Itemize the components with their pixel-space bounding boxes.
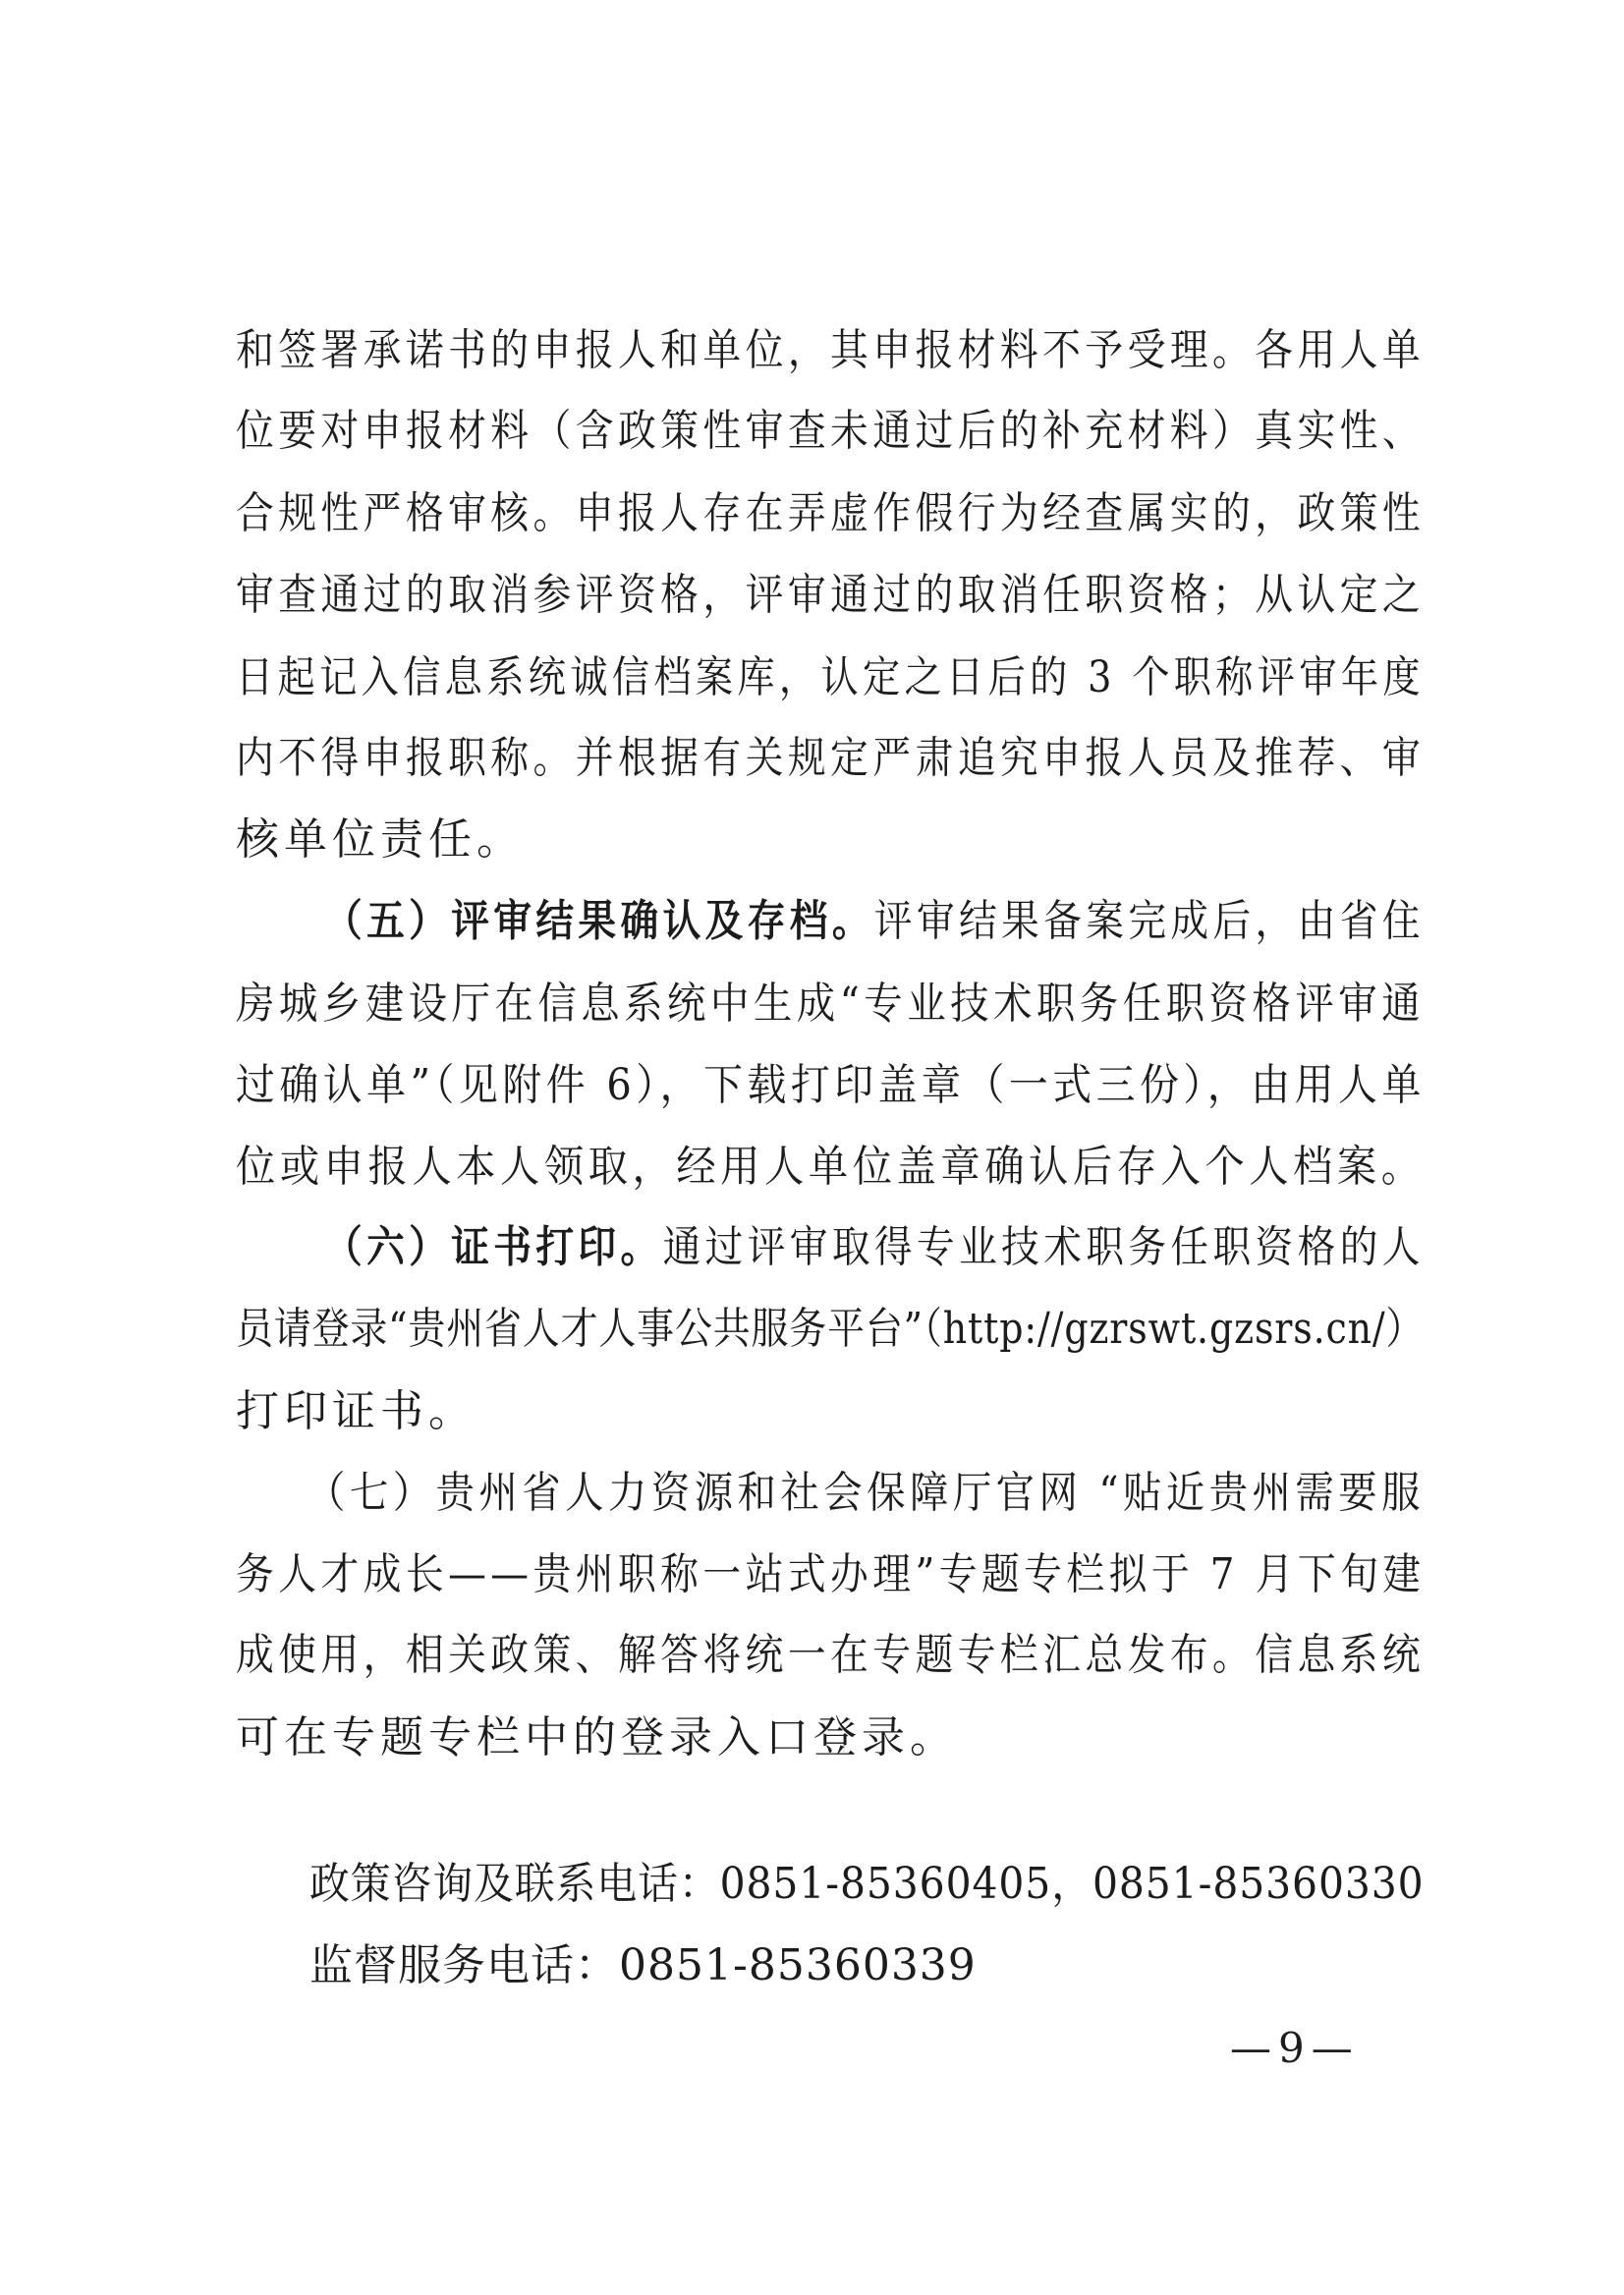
- section5-first-line: [324, 892, 1425, 951]
- body-line-6: 内不得申报职称。并根据有关规定严肃追究申报人员及推荐、审: [236, 733, 1426, 783]
- body-line-5: 日起记入信息系统诚信档案库，认定之日后的 3 个职称评审年度: [236, 652, 1425, 702]
- page-number: [1223, 2021, 1360, 2076]
- body-line-1: 和签署承诺书的申报人和单位，其申报材料不予受理。各用人单: [236, 325, 1426, 375]
- section6-heading: （六）证书打印。: [324, 1222, 663, 1272]
- section6-line-2: 员请登录“贵州省人才人事公共服务平台”（http://gzrswt.gzsrs.cn/）: [236, 1304, 1425, 1354]
- body-line-3: 合规性严格审核。申报人存在弄虚作假行为经查属实的，政策性: [236, 488, 1426, 538]
- section7-line-2: 务人才成长——贵州职称一站式办理”专题专栏拟于 7 月下旬建: [236, 1549, 1426, 1599]
- section7-line-1: （七）贵州省人力资源和社会保障厅官网 “贴近贵州需要服: [307, 1468, 1425, 1518]
- section5-line-2: 房城乡建设厅在信息系统中生成“专业技术职务任职资格评审通: [236, 979, 1426, 1029]
- section5-heading: （五）评审结果确认及存档。: [324, 896, 874, 946]
- page-number-value: 9: [1278, 2024, 1305, 2072]
- section6-first-line: [324, 1218, 1425, 1277]
- supervision-phone: 监督服务电话：0851-85360339: [309, 1940, 977, 1990]
- section6-line-3: 打印证书。: [236, 1386, 476, 1436]
- section5-first-line-text: 评审结果备案完成后，由省住: [873, 896, 1425, 946]
- body-line-7: 核单位责任。: [236, 814, 525, 865]
- policy-consult-phone: 政策咨询及联系电话：0851-85360405，0851-85360330: [309, 1859, 1425, 1909]
- page-number-dash-right: —: [1311, 2024, 1353, 2072]
- body-line-4: 审查通过的取消参评资格，评审通过的取消任职资格；从认定之: [236, 570, 1426, 620]
- body-line-2: 位要对申报材料（含政策性审查未通过后的补充材料）真实性、: [236, 406, 1426, 456]
- section6-first-line-text: 通过评审取得专业技术职务任职资格的人: [662, 1222, 1425, 1272]
- section7-line-4: 可在专题专栏中的登录入口登录。: [236, 1712, 958, 1763]
- section5-line-4: 位或申报人本人领取，经用人单位盖章确认后存入个人档案。: [236, 1142, 1426, 1192]
- page-number-dash-left: —: [1230, 2024, 1271, 2072]
- section7-line-3: 成使用，相关政策、解答将统一在专题专栏汇总发布。信息系统: [236, 1630, 1426, 1680]
- section5-line-3: 过确认单”（见附件 6），下载打印盖章（一式三份），由用人单: [236, 1060, 1426, 1110]
